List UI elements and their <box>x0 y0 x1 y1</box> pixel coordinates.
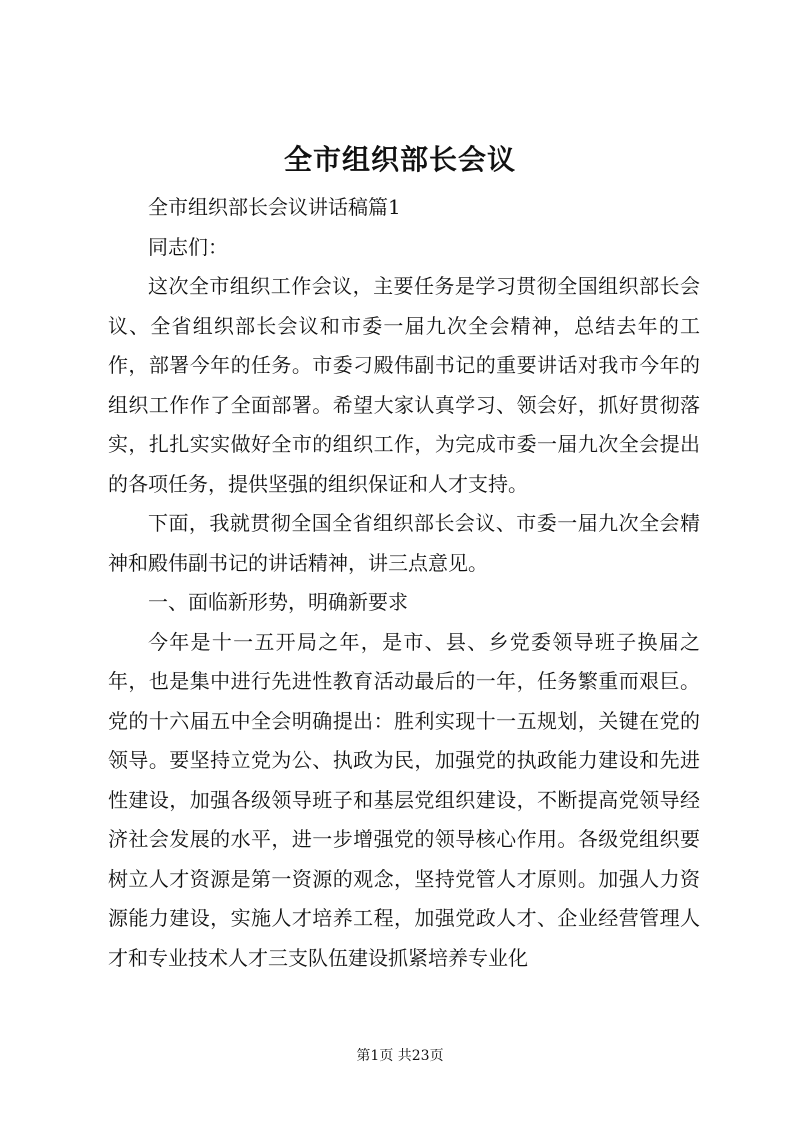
section-heading: 一、面临新形势，明确新要求 <box>148 590 408 614</box>
page-number: 第1页 共23页 <box>356 1048 444 1064</box>
document-subtitle: 全市组织部长会议讲话稿篇1 <box>148 195 401 219</box>
salutation: 同志们： <box>148 234 228 259</box>
paragraph: 今年是十一五开局之年，是市、县、乡党委领导班子换届之年，也是集中进行先进性教育活动最后的一年，任务繁重而艰巨。党的十六届五中全会明确提出：胜利实现十一五规划，关键在党的领导。要坚持立党为公、执政为民，加强党的执政能力建设和先进性建设，加强各级领导班子和基层党组织建设，不断提高党领导经济社会发展的水平，进一步增强党的领导核心作用。各级党组织要树立人才资源是第一资源的观念，坚持党管人才原则。加强人力资源能力建设，实施人才培养工程，加强党政人才、企业经营管理人才和专业技术人才三支队伍建设抓紧培养专业化 <box>108 629 700 970</box>
paragraph: 这次全市组织工作会议，主要任务是学习贯彻全国组织部长会议、全省组织部长会议和市委一届九次全会精神，总结去年的工作，部署今年的任务。市委刁殿伟副书记的重要讲话对我市今年的组织工作作了全面部署。希望大家认真学习、领会好，抓好贯彻落实，扎扎实实做好全市的组织工作，为完成市委一届九次全会提出的各项任务，提供坚强的组织保证和人才支持。 <box>108 274 700 496</box>
document-body <box>108 188 700 978</box>
paragraph: 下面，我就贯彻全国全省组织部长会议、市委一届九次全会精神和殿伟副书记的讲话精神，讲三点意见。 <box>108 511 700 575</box>
document-title: 全市组织部长会议 <box>283 143 516 176</box>
